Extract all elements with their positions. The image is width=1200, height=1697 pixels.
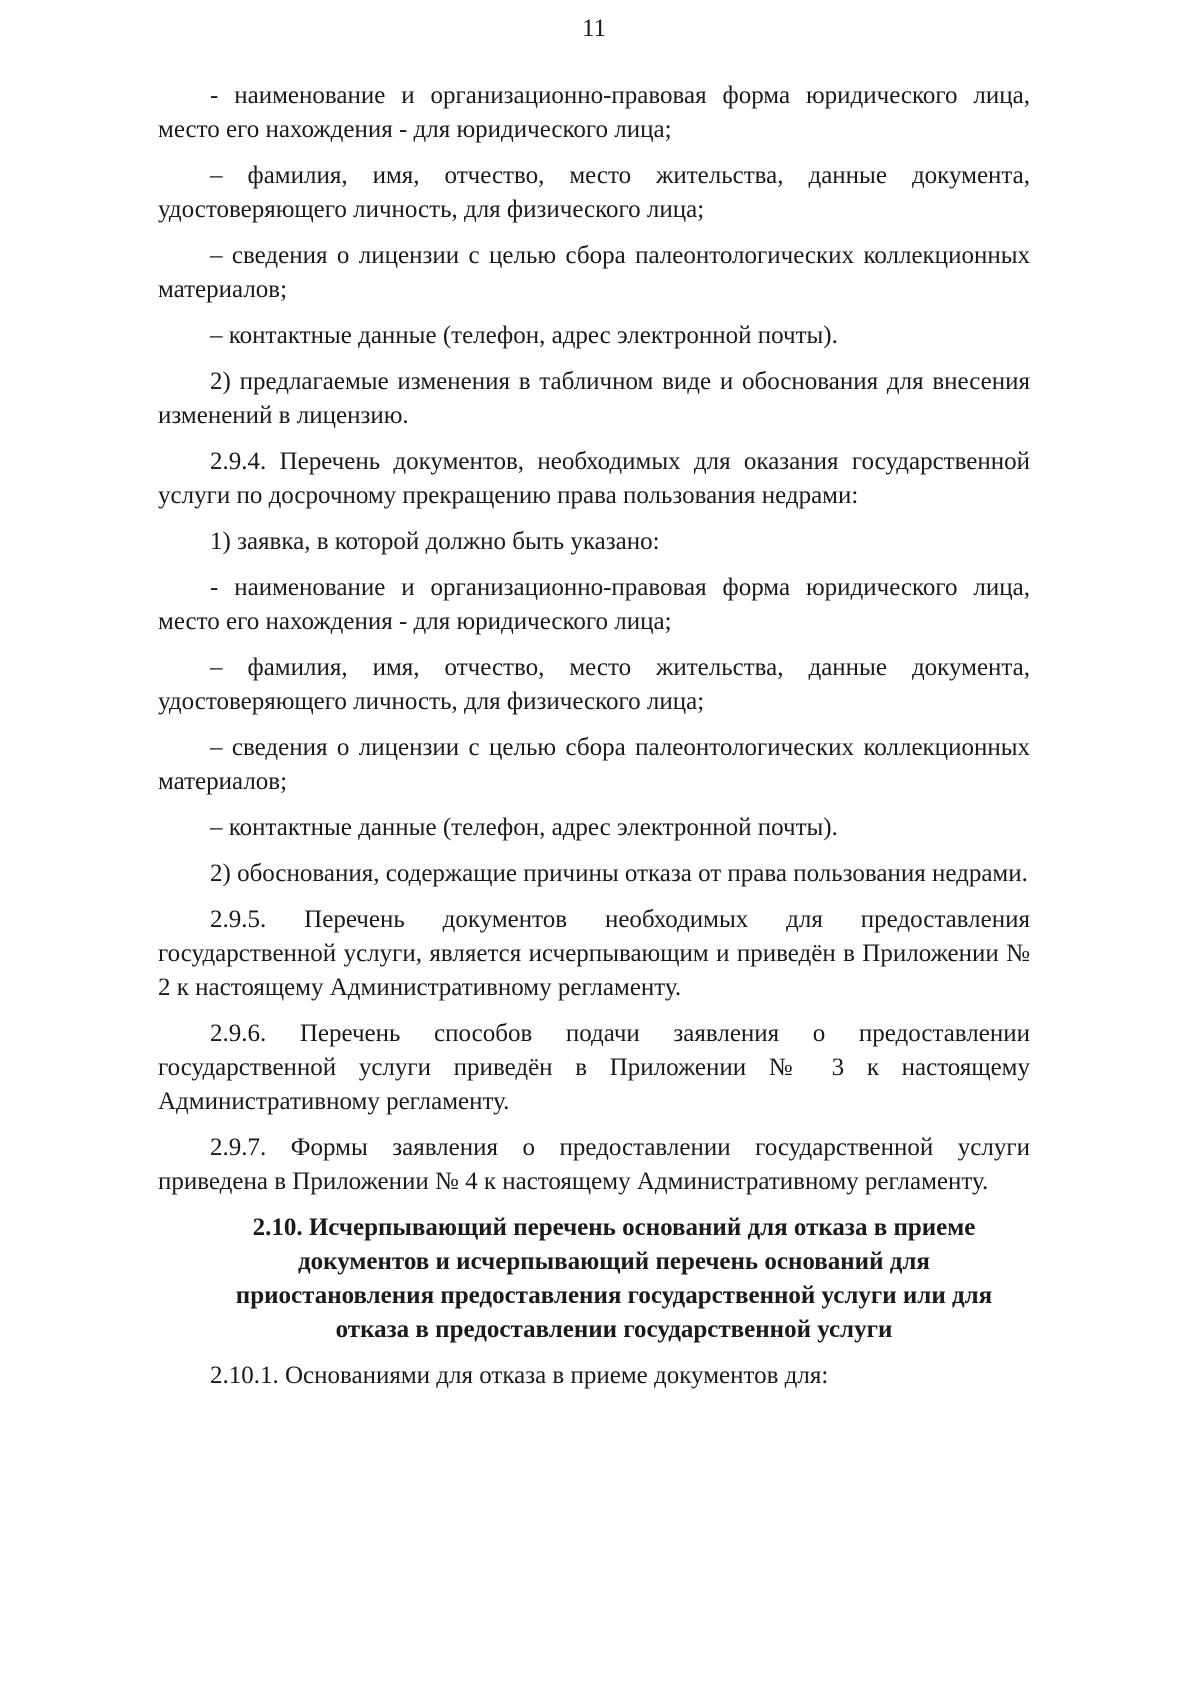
paragraph: 2.9.6. Перечень способов подачи заявления о предоставлении государственной услуги приведён в Приложении № 3 к настоящему Административному регламенту. — [158, 1020, 1030, 1115]
paragraph: 2.9.7. Формы заявления о предоставлении государственной услуги приведена в Приложении № 4 к настоящему Административному регламенту. — [158, 1134, 1030, 1195]
paragraph: 2.10.1. Основаниями для отказа в приеме документов для: — [210, 1362, 829, 1389]
heading-line: отказа в предоставлении государственной услуги — [335, 1316, 893, 1343]
document-body — [158, 79, 1030, 1405]
paragraph: – контактные данные (телефон, адрес электронной почты). — [210, 322, 838, 349]
heading-line: приостановления предоставления государственной услуги или для — [235, 1282, 993, 1309]
paragraph: – фамилия, имя, отчество, место жительства, данные документа, удостоверяющего личность, для физического лица; — [158, 162, 1030, 223]
paragraph: – сведения о лицензии с целью сбора палеонтологических коллекционных материалов; — [158, 242, 1030, 303]
paragraph: - наименование и организационно-правовая форма юридического лица, место его нахождения - для юридического лица; — [158, 82, 1030, 143]
paragraph: – сведения о лицензии с целью сбора палеонтологических коллекционных материалов; — [158, 734, 1030, 795]
heading-line: документов и исчерпывающий перечень оснований для — [298, 1248, 930, 1275]
paragraph: 2.9.4. Перечень документов, необходимых для оказания государственной услуги по досрочному прекращению права пользования недрами: — [158, 448, 1030, 509]
paragraph: 2.9.5. Перечень документов необходимых для предоставления государственной услуги, является исчерпывающим и приведён в Приложении № 2 к настоящему Административному регламенту. — [158, 906, 1030, 1001]
page-number: 11 — [581, 15, 607, 42]
paragraph: 1) заявка, в которой должно быть указано: — [210, 528, 660, 555]
heading-line: 2.10. Исчерпывающий перечень оснований для отказа в приеме — [252, 1214, 976, 1241]
paragraph: – контактные данные (телефон, адрес электронной почты). — [210, 814, 838, 841]
paragraph: – фамилия, имя, отчество, место жительства, данные документа, удостоверяющего личность, для физического лица; — [158, 654, 1030, 715]
paragraph: - наименование и организационно-правовая форма юридического лица, место его нахождения - для юридического лица; — [158, 574, 1030, 635]
paragraph: 2) предлагаемые изменения в табличном виде и обоснования для внесения изменений в лицензию. — [158, 368, 1030, 429]
paragraph: 2) обоснования, содержащие причины отказа от права пользования недрами. — [210, 860, 1028, 887]
section-heading — [158, 1211, 1030, 1347]
